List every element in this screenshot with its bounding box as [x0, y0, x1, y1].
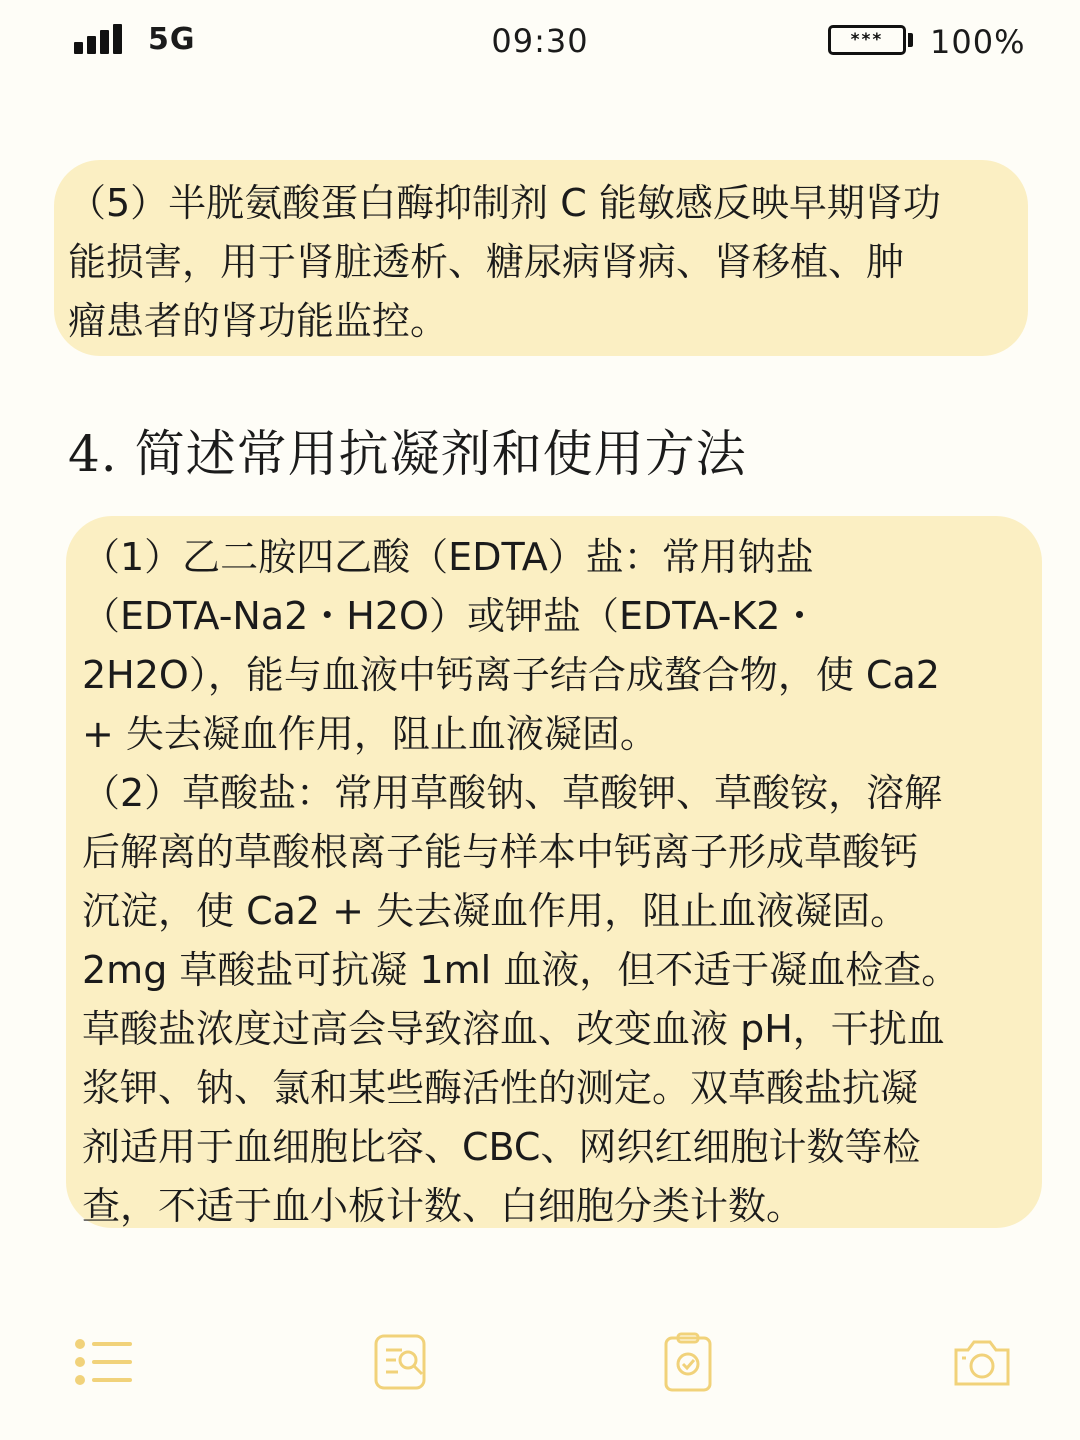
bottom-nav [0, 1330, 1080, 1400]
paragraph-cystatin-c: （5）半胱氨酸蛋白酶抑制剂 C 能敏感反映早期肾功 能损害，用于肾脏透析、糖尿病肾病、肾移植、肿 瘤患者的肾功能监控。 [68, 181, 941, 343]
battery-icon: *** [828, 25, 906, 55]
highlight-card-kidney [54, 160, 1028, 356]
status-time: 09:30 [491, 22, 589, 60]
battery-percent: 100% [930, 23, 1026, 61]
clipboard-check-icon[interactable] [656, 1330, 720, 1394]
list-icon[interactable] [72, 1330, 136, 1394]
paragraph-oxalate: （2）草酸盐：常用草酸钠、草酸钾、草酸铵，溶解 后解离的草酸根离子能与样本中钙离子形成草酸钙 沉淀，使 Ca2 + 失去凝血作用，阻止血液凝固。 2mg 草酸盐可抗凝 1ml 血液，但不适于凝血检查。 草酸盐浓度过高会导致溶血、改变血液 pH，干扰血 浆钾、钠、氯和某些酶活性的测定。双草酸盐抗凝 剂适用于血细胞比容、CBC、网织红细胞计数等检 查，不适于血小板计数、白细胞分类计数。 [82, 771, 960, 1228]
battery-tip [908, 33, 913, 47]
section-heading: 4. 简述常用抗凝剂和使用方法 [68, 425, 747, 483]
camera-icon[interactable] [950, 1330, 1014, 1394]
highlight-card-anticoagulants [66, 516, 1042, 1228]
paragraph-edta: （1）乙二胺四乙酸（EDTA）盐：常用钠盐 （EDTA-Na2・H2O）或钾盐（EDTA-K2・ 2H2O），能与血液中钙离子结合成螯合物，使 Ca2 + 失去凝血作用，阻止血液凝固。 [82, 535, 940, 756]
network-type: 5G [148, 22, 196, 57]
status-bar [0, 0, 1080, 90]
search-document-icon[interactable] [370, 1330, 434, 1394]
